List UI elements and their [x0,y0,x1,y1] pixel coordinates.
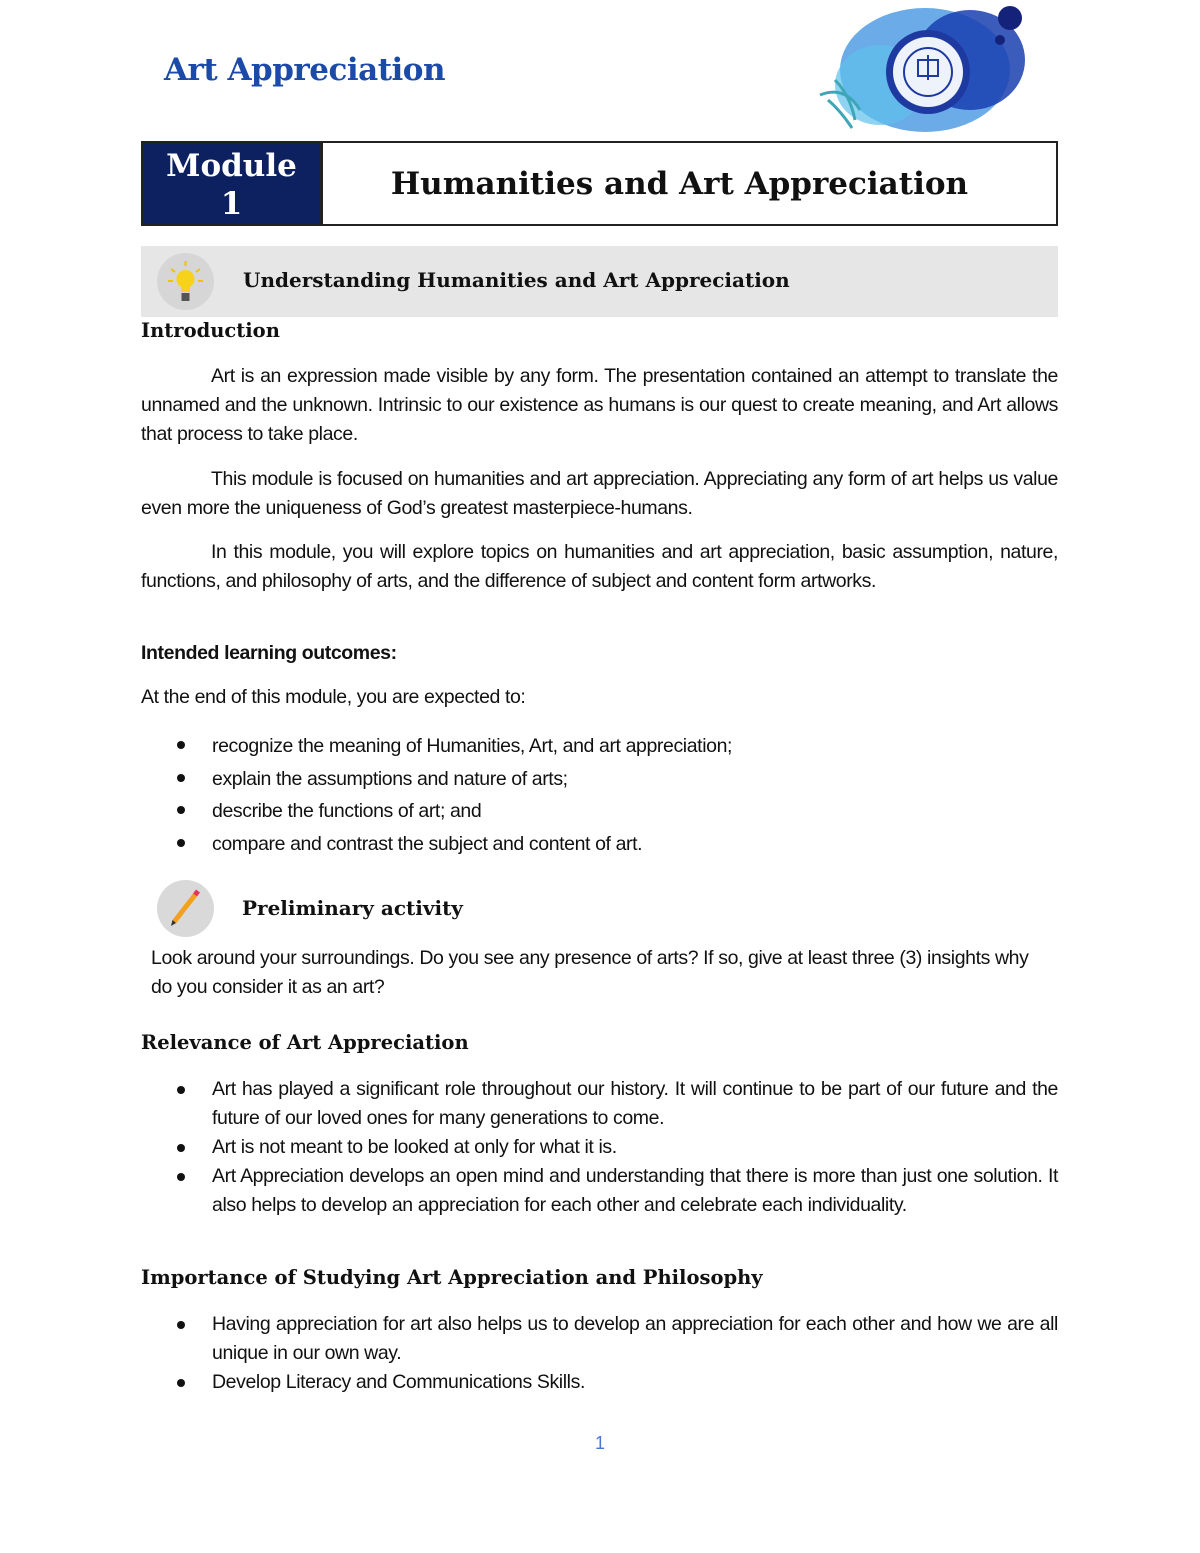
intro-paragraph-1-text: Art is an expression made visible by any form. The presentation contained an attempt to translate the unnamed and the unknown. Intrinsic to our existence as humans is our quest to create meaning, and Art allows that process to take place. [141,365,1058,445]
introduction-heading: Introduction [141,319,280,342]
module-title: Humanities and Art Appreciation [390,165,969,202]
importance-list [141,1310,1058,1397]
outcomes-heading: Intended learning outcomes: [141,642,397,664]
intro-paragraph-3-text: In this module, you will explore topics on humanities and art appreciation, basic assumption, nature, functions, and philosophy of arts, and the difference of subject and content form artworks. [141,541,1058,592]
intro-paragraph-1 [141,362,1058,449]
list-item: Art is not meant to be looked at only for what it is. [141,1133,1058,1162]
brand-title: Art Appreciation [164,52,446,88]
list-item: compare and contrast the subject and content of art. [141,828,1058,861]
activity-text: Look around your surroundings. Do you see any presence of arts? If so, give at least three (3) insights why do you consider it as an art? [151,947,1029,998]
module-number-cell [143,143,323,224]
activity-title: Preliminary activity [242,896,463,920]
list-item: Develop Literacy and Communications Skills. [141,1368,1058,1397]
module-header [141,141,1058,226]
outcomes-lead: At the end of this module, you are expected to: [141,686,526,708]
intro-paragraph-3 [141,538,1058,596]
section-band-title: Understanding Humanities and Art Appreciation [243,268,790,292]
section-band [141,246,1058,317]
lightbulb-icon [157,253,214,310]
list-item: describe the functions of art; and [141,795,1058,828]
list-item: Art Appreciation develops an open mind and understanding that there is more than just one solution. It also helps to develop an appreciation for each other and celebrate each individuality. [141,1162,1058,1220]
importance-heading: Importance of Studying Art Appreciation and Philosophy [141,1266,763,1289]
pencil-icon [157,880,214,937]
list-item: explain the assumptions and nature of arts; [141,763,1058,796]
outcomes-list [141,730,1058,860]
list-item: Having appreciation for art also helps us to develop an appreciation for each other and how we are all unique in our own way. [141,1310,1058,1368]
intro-paragraph-2-text: This module is focused on humanities and art appreciation. Appreciating any form of art helps us value even more the uniqueness of God’s greatest masterpiece-humans. [141,468,1058,519]
intro-paragraph-2 [141,465,1058,523]
relevance-list [141,1075,1058,1220]
module-label: Module [166,148,297,184]
list-item: recognize the meaning of Humanities, Art, and art appreciation; [141,730,1058,763]
page-number: 1 [594,1433,605,1453]
list-item: Art has played a significant role throughout our history. It will continue to be part of our future and the future of our loved ones for many generations to come. [141,1075,1058,1133]
watercolor-seal-icon [800,0,1040,140]
module-number: 1 [220,186,243,222]
relevance-heading: Relevance of Art Appreciation [141,1031,469,1054]
university-logo [800,0,1040,140]
